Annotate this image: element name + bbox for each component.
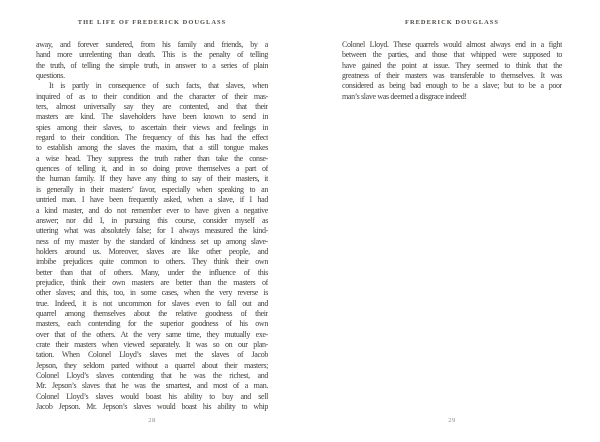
text-line: Jacob Jepson. Mr. Jepson’s slaves would boast his ability to whip xyxy=(36,402,268,412)
text-line: better than that of others. Many, under the influence of this xyxy=(36,267,268,277)
text-line: is generally in their masters’ favor, especially when speaking to an xyxy=(36,184,268,194)
text-line: ters, almost universally say they are contented, and that their xyxy=(36,102,268,112)
text-line: masters, each contending for the superior goodness of his own xyxy=(36,319,268,329)
text-line: greatness of their masters was transferable to themselves. It was xyxy=(342,71,562,81)
text-line: Jepson, they seldom parted without a quarrel about their masters; xyxy=(36,360,268,370)
text-line: It is partly in consequence of such facts, that slaves, when xyxy=(49,81,268,91)
text-line: tation. When Colonel Lloyd’s slaves met the slaves of Jacob xyxy=(36,350,268,360)
text-line: quarrel among themselves about the relative goodness of their xyxy=(36,308,268,318)
text-line: Colonel Lloyd. These quarrels would almost always end in a fight xyxy=(342,40,562,49)
text-line: considered as being bad enough to be a slave; but to be a poor xyxy=(342,81,562,91)
text-line: quences of telling it, and in so doing prove themselves a part of xyxy=(36,164,268,174)
text-line: away, and forever sundered, from his family and friends, by a xyxy=(36,40,268,49)
page-right xyxy=(342,0,562,442)
running-header-right: FREDERICK DOUGLASS xyxy=(404,19,499,26)
page-number-right: 29 xyxy=(448,417,456,424)
text-line: true. Indeed, it is not uncommon for slaves even to fall out and xyxy=(36,298,268,308)
text-line: ness of my master by the standard of kindness set up among slave- xyxy=(36,236,268,246)
text-line: crate their masters when viewed separately. It was so on our plan- xyxy=(36,339,268,349)
text-line: questions. xyxy=(36,71,65,81)
page-number-left: 28 xyxy=(148,417,156,424)
text-line: the human family. If they have any thing to say of their masters, it xyxy=(36,174,268,184)
text-line: to establish among the slaves the maxim, that a still tongue makes xyxy=(36,143,268,153)
text-line: a wise head. They suppress the truth rather than take the conse- xyxy=(36,153,268,163)
page-body-right xyxy=(342,40,562,102)
text-line: a kind master, and do not remember ever to have given a negative xyxy=(36,205,268,215)
page-left xyxy=(36,0,268,442)
running-header-left: THE LIFE OF FREDERICK DOUGLASS xyxy=(77,19,227,26)
text-line: prejudice, think their own masters are better than the masters of xyxy=(36,277,268,287)
text-line: between the parties, and those that whipped were supposed to xyxy=(342,50,562,60)
text-line: imbibe prejudices quite common to others. They think their own xyxy=(36,257,268,267)
text-line: Colonel Lloyd’s slaves would boast his ability to buy and sell xyxy=(36,391,268,401)
text-line: uttering what was absolutely false; for I always measured the kind- xyxy=(36,226,268,236)
text-line: hand more unrelenting than death. This is the penalty of telling xyxy=(36,50,268,60)
text-line: man’s slave was deemed a disgrace indeed! xyxy=(342,91,467,101)
text-line: masters are kind. The slaveholders have been known to send in xyxy=(36,112,268,122)
text-line: inquired of as to their condition and the character of their mas- xyxy=(36,91,268,101)
text-line: over that of the others. At the very same time, they mutually exe- xyxy=(36,329,268,339)
text-line: have gained the point at issue. They seemed to think that the xyxy=(342,60,562,70)
text-line: regard to their condition. The frequency of this has had the effect xyxy=(36,133,268,143)
text-line: other slaves; and this, too, in some cases, when the very reverse is xyxy=(36,288,268,298)
page-body-left xyxy=(36,40,268,412)
text-line: spies among their slaves, to ascertain their views and feelings in xyxy=(36,122,268,132)
text-line: Colonel Lloyd’s slaves contending that he was the richest, and xyxy=(36,371,268,380)
text-line: untried man. I have been frequently asked, when a slave, if I had xyxy=(36,195,268,205)
text-line: holders around us. Moreover, slaves are like other people, and xyxy=(36,246,268,256)
text-line: Mr. Jepson’s slaves that he was the smartest, and most of a man. xyxy=(36,381,268,391)
text-line: the truth, of telling the simple truth, in answer to a series of plain xyxy=(36,60,268,70)
text-line: answer; nor did I, in pursuing this course, consider myself as xyxy=(36,215,268,225)
